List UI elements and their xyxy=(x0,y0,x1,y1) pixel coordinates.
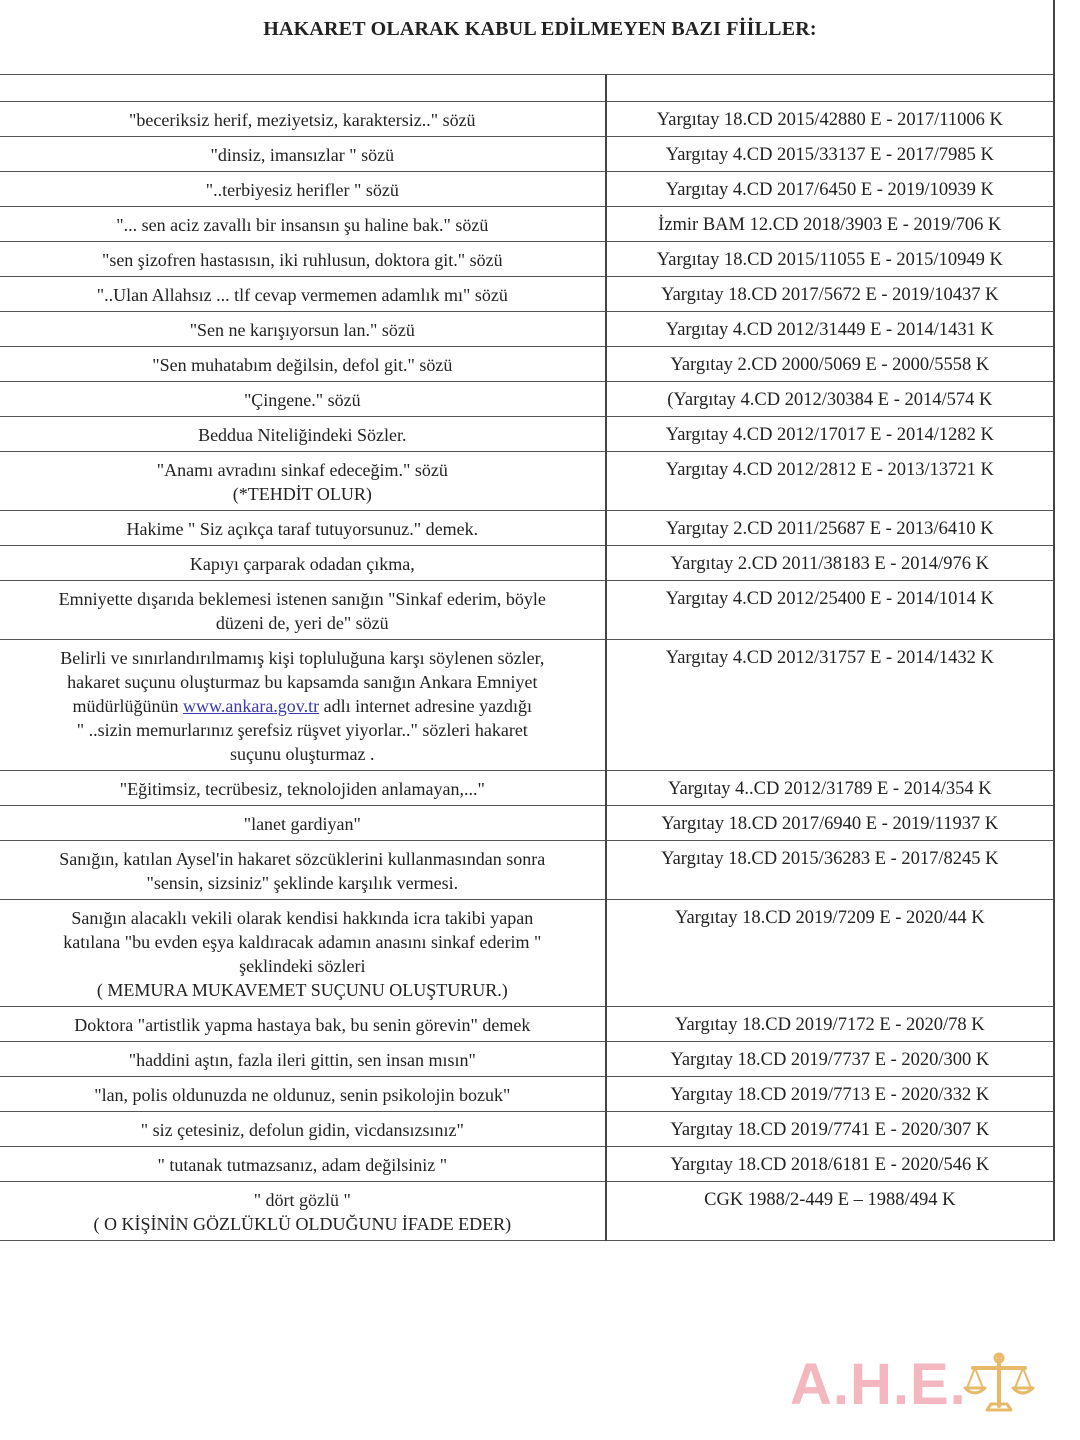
act-line: "Çingene." sözü xyxy=(243,390,361,410)
court-reference-cell: Yargıtay 18.CD 2019/7209 E - 2020/44 K xyxy=(606,900,1054,1007)
act-cell xyxy=(0,640,606,771)
act-cell xyxy=(0,137,606,172)
act-line: "Eğitimsiz, tecrübesiz, teknolojiden anlamayan,..." xyxy=(119,779,485,799)
act-cell xyxy=(0,1182,606,1241)
act-cell xyxy=(0,312,606,347)
table-row xyxy=(0,841,1054,900)
act-cell xyxy=(0,172,606,207)
act-cell xyxy=(0,207,606,242)
act-cell xyxy=(0,382,606,417)
table-row xyxy=(0,1007,1054,1042)
act-line: katılana "bu evden eşya kaldıracak adamın anasını sinkaf ederim " xyxy=(63,932,542,952)
table-row xyxy=(0,207,1054,242)
court-reference-cell: CGK 1988/2-449 E – 1988/494 K xyxy=(606,1182,1054,1241)
watermark-text: A.H.E. xyxy=(790,1351,967,1417)
act-line: "lanet gardiyan" xyxy=(243,814,361,834)
page-title: HAKARET OLARAK KABUL EDİLMEYEN BAZI FİİLLER: xyxy=(263,18,817,40)
court-reference-cell: Yargıtay 18.CD 2019/7713 E - 2020/332 K xyxy=(606,1077,1054,1112)
table-row xyxy=(0,382,1054,417)
act-cell xyxy=(0,277,606,312)
act-line: ( O KİŞİNİN GÖZLÜKLÜ OLDUĞUNU İFADE EDER) xyxy=(93,1214,512,1234)
table-row xyxy=(0,417,1054,452)
act-line: "sen şizofren hastasısın, iki ruhlusun, doktora git." sözü xyxy=(101,250,503,270)
website-link[interactable]: www.ankara.gov.tr xyxy=(183,696,320,716)
act-line: "Sen muhatabım değilsin, defol git." sözü xyxy=(152,355,453,375)
act-line: şeklindeki sözleri xyxy=(239,956,366,976)
court-reference-cell: Yargıtay 4.CD 2012/17017 E - 2014/1282 K xyxy=(606,417,1054,452)
act-line: (*TEHDİT OLUR) xyxy=(232,484,372,504)
act-line: "lan, polis oldunuzda ne oldunuz, senin psikolojin bozuk" xyxy=(94,1085,511,1105)
table-row xyxy=(0,511,1054,546)
act-cell xyxy=(0,546,606,581)
table-row xyxy=(0,242,1054,277)
act-cell xyxy=(0,1007,606,1042)
act-line: Belirli ve sınırlandırılmamış kişi topluluğuna karşı söylenen sözler, xyxy=(60,648,545,668)
table-row xyxy=(0,640,1054,771)
court-reference-cell: Yargıtay 4.CD 2012/2812 E - 2013/13721 K xyxy=(606,452,1054,511)
scales-of-justice-icon xyxy=(963,1348,1035,1420)
table-row xyxy=(0,1042,1054,1077)
table-row xyxy=(0,900,1054,1007)
act-cell xyxy=(0,581,606,640)
act-cell xyxy=(0,1042,606,1077)
act-line: "..terbiyesiz herifler " sözü xyxy=(205,180,399,200)
act-line: "dinsiz, imansızlar " sözü xyxy=(210,145,395,165)
act-line: Doktora "artistlik yapma hastaya bak, bu senin görevin" demek xyxy=(74,1015,531,1035)
table-header-spacer-row xyxy=(0,75,1054,102)
act-line: " dört gözlü " xyxy=(253,1190,351,1210)
act-cell xyxy=(0,771,606,806)
spacer-cell xyxy=(0,75,606,102)
court-reference-cell: Yargıtay 4.CD 2012/25400 E - 2014/1014 K xyxy=(606,581,1054,640)
table-row xyxy=(0,581,1054,640)
act-cell xyxy=(0,1077,606,1112)
act-line: Beddua Niteliğindeki Sözler. xyxy=(198,425,407,445)
act-cell xyxy=(0,102,606,137)
act-line: Sanığın alacaklı vekili olarak kendisi hakkında icra takibi yapan xyxy=(71,908,534,928)
act-cell xyxy=(0,900,606,1007)
table-row xyxy=(0,452,1054,511)
court-reference-cell: Yargıtay 2.CD 2011/38183 E - 2014/976 K xyxy=(606,546,1054,581)
act-cell xyxy=(0,841,606,900)
act-cell xyxy=(0,347,606,382)
act-line: " tutanak tutmazsanız, adam değilsiniz " xyxy=(157,1155,448,1175)
table-row xyxy=(0,1112,1054,1147)
court-reference-cell: Yargıtay 18.CD 2019/7172 E - 2020/78 K xyxy=(606,1007,1054,1042)
act-cell xyxy=(0,806,606,841)
spacer-cell xyxy=(606,75,1054,102)
table-row xyxy=(0,806,1054,841)
act-cell xyxy=(0,1147,606,1182)
court-reference-cell: Yargıtay 18.CD 2015/11055 E - 2015/10949 K xyxy=(606,242,1054,277)
rulings-table-body xyxy=(0,75,1054,1241)
act-line: Kapıyı çarparak odadan çıkma, xyxy=(189,554,415,574)
court-reference-cell: Yargıtay 18.CD 2017/6940 E - 2019/11937 K xyxy=(606,806,1054,841)
court-reference-cell: Yargıtay 4.CD 2012/31757 E - 2014/1432 K xyxy=(606,640,1054,771)
court-reference-cell: Yargıtay 18.CD 2019/7741 E - 2020/307 K xyxy=(606,1112,1054,1147)
act-cell xyxy=(0,242,606,277)
court-reference-cell: (Yargıtay 4.CD 2012/30384 E - 2014/574 K xyxy=(606,382,1054,417)
act-cell xyxy=(0,452,606,511)
act-line: "... sen aciz zavallı bir insansın şu haline bak." sözü xyxy=(116,215,489,235)
act-line: "haddini aştın, fazla ileri gittin, sen insan mısın" xyxy=(128,1050,476,1070)
court-reference-cell: İzmir BAM 12.CD 2018/3903 E - 2019/706 K xyxy=(606,207,1054,242)
act-line: "sensin, sizsiniz" şeklinde karşılık vermesi. xyxy=(146,873,459,893)
table-row xyxy=(0,771,1054,806)
court-reference-cell: Yargıtay 4.CD 2012/31449 E - 2014/1431 K xyxy=(606,312,1054,347)
act-line: hakaret suçunu oluşturmaz bu kapsamda sanığın Ankara Emniyet xyxy=(67,672,538,692)
table-row xyxy=(0,546,1054,581)
court-reference-cell: Yargıtay 18.CD 2015/36283 E - 2017/8245 K xyxy=(606,841,1054,900)
table-row xyxy=(0,277,1054,312)
act-line: suçunu oluşturmaz . xyxy=(230,744,375,764)
watermark-logo xyxy=(790,1344,1035,1424)
act-line: ( MEMURA MUKAVEMET SUÇUNU OLUŞTURUR.) xyxy=(96,980,508,1000)
court-reference-cell: Yargıtay 18.CD 2017/5672 E - 2019/10437 K xyxy=(606,277,1054,312)
act-line: "Anamı avradını sinkaf edeceğim." sözü xyxy=(156,460,448,480)
act-line: "beceriksiz herif, meziyetsiz, karaktersiz.." sözü xyxy=(129,110,476,130)
act-line: " ..sizin memurlarınız şerefsiz rüşvet yiyorlar.." sözleri hakaret xyxy=(76,720,528,740)
act-line: Hakime " Siz açıkça taraf tutuyorsunuz." demek. xyxy=(126,519,479,539)
table-row xyxy=(0,1077,1054,1112)
table-row xyxy=(0,172,1054,207)
table-row xyxy=(0,102,1054,137)
act-line: "Sen ne karışıyorsun lan." sözü xyxy=(189,320,415,340)
table-row xyxy=(0,1182,1054,1241)
act-line: Sanığın, katılan Aysel'in hakaret sözcüklerini kullanmasından sonra xyxy=(59,849,546,869)
table-row xyxy=(0,312,1054,347)
court-reference-cell: Yargıtay 2.CD 2011/25687 E - 2013/6410 K xyxy=(606,511,1054,546)
court-reference-cell: Yargıtay 4..CD 2012/31789 E - 2014/354 K xyxy=(606,771,1054,806)
table-row xyxy=(0,347,1054,382)
act-cell xyxy=(0,417,606,452)
court-reference-cell: Yargıtay 4.CD 2017/6450 E - 2019/10939 K xyxy=(606,172,1054,207)
act-line: " siz çetesiniz, defolun gidin, vicdansızsınız" xyxy=(140,1120,464,1140)
court-reference-cell: Yargıtay 18.CD 2018/6181 E - 2020/546 K xyxy=(606,1147,1054,1182)
act-cell xyxy=(0,1112,606,1147)
table-row xyxy=(0,137,1054,172)
court-reference-cell: Yargıtay 2.CD 2000/5069 E - 2000/5558 K xyxy=(606,347,1054,382)
court-reference-cell: Yargıtay 18.CD 2015/42880 E - 2017/11006 K xyxy=(606,102,1054,137)
act-line: müdürlüğünün www.ankara.gov.tr adlı internet adresine yazdığı xyxy=(72,696,533,716)
act-line: Emniyette dışarıda beklemesi istenen sanığın "Sinkaf ederim, böyle xyxy=(58,589,546,609)
court-reference-cell: Yargıtay 4.CD 2015/33137 E - 2017/7985 K xyxy=(606,137,1054,172)
table-row xyxy=(0,1147,1054,1182)
act-line: düzeni de, yeri de" sözü xyxy=(215,613,389,633)
court-reference-cell: Yargıtay 18.CD 2019/7737 E - 2020/300 K xyxy=(606,1042,1054,1077)
rulings-table xyxy=(0,74,1055,1241)
act-cell xyxy=(0,511,606,546)
act-line: "..Ulan Allahsız ... tlf cevap vermemen adamlık mı" sözü xyxy=(96,285,508,305)
